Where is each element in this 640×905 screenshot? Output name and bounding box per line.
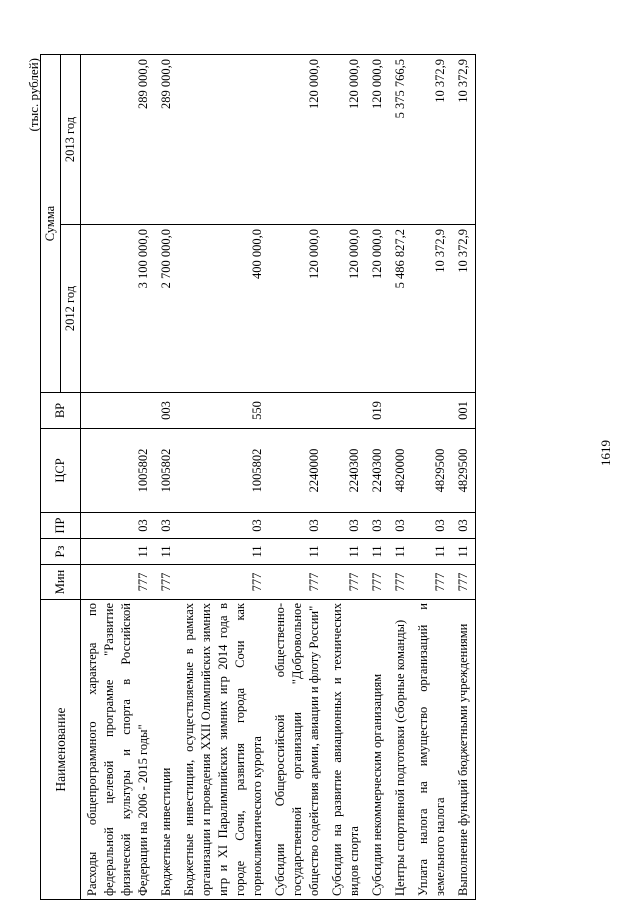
row-name: Субсидии на развитие авиационных и технических видов спорта	[326, 600, 366, 900]
header-vr: ВР	[41, 393, 81, 429]
row-2013: 120 000,0	[326, 55, 366, 225]
row-rz: 11	[326, 539, 366, 565]
row-2013: 5 375 766,5	[389, 55, 412, 225]
row-vr	[326, 393, 366, 429]
row-2012: 120 000,0	[326, 225, 366, 393]
table-header	[41, 55, 81, 900]
table-row	[269, 55, 326, 900]
row-2012: 120 000,0	[269, 225, 326, 393]
row-pr: 03	[81, 513, 156, 539]
header-csr: ЦСР	[41, 429, 81, 513]
row-min: 777	[412, 565, 452, 600]
row-2012: 10 372,9	[452, 225, 476, 393]
row-2012: 10 372,9	[412, 225, 452, 393]
table-row	[412, 55, 452, 900]
row-name: Выполнение функций бюджетными учреждениями	[452, 600, 476, 900]
row-rz: 11	[178, 539, 269, 565]
header-rz: Рз	[41, 539, 81, 565]
row-pr: 03	[412, 513, 452, 539]
row-vr: 550	[178, 393, 269, 429]
row-name: Бюджетные инвестиции, осуществляемые в рамках организации и проведения XXII Олимпийских зимних игр и XI Паралимпийских зимних игр 2014 года в городе Сочи, развития города Сочи как горноклиматического курорта	[178, 600, 269, 900]
row-rz: 11	[452, 539, 476, 565]
row-name: Центры спортивной подготовки (сборные команды)	[389, 600, 412, 900]
row-2013: 289 000,0	[81, 55, 156, 225]
row-vr	[389, 393, 412, 429]
row-name: Субсидии Общероссийской общественно-государственной организации "Добровольное общество содействия армии, авиации и флоту России"	[269, 600, 326, 900]
row-pr: 03	[389, 513, 412, 539]
table-body	[81, 55, 476, 900]
header-pr: ПР	[41, 513, 81, 539]
row-min: 777	[269, 565, 326, 600]
row-2013: 120 000,0	[269, 55, 326, 225]
row-csr: 2240000	[269, 429, 326, 513]
row-min: 777	[81, 565, 156, 600]
table-row	[366, 55, 389, 900]
header-name: Наименование	[41, 600, 81, 900]
row-name: Уплата налога на имущество организаций и земельного налога	[412, 600, 452, 900]
header-2012: 2012 год	[61, 225, 81, 393]
row-2012: 120 000,0	[366, 225, 389, 393]
row-pr: 03	[178, 513, 269, 539]
budget-table	[40, 54, 476, 900]
row-csr: 4829500	[412, 429, 452, 513]
header-sum: Сумма	[41, 55, 61, 393]
row-rz: 11	[412, 539, 452, 565]
row-csr: 2240300	[326, 429, 366, 513]
row-2012: 5 486 827,2	[389, 225, 412, 393]
row-csr: 1005802	[178, 429, 269, 513]
row-min: 777	[178, 565, 269, 600]
row-2012: 2 700 000,0	[155, 225, 178, 393]
row-rz: 11	[81, 539, 156, 565]
row-min: 777	[452, 565, 476, 600]
table-row	[452, 55, 476, 900]
row-name: Расходы общепрограммного характера по федеральной целевой программе "Развитие физической культуры и спорта в Российской Федерации на 2006 - 2015 годы"	[81, 600, 156, 900]
row-rz: 11	[155, 539, 178, 565]
row-csr: 4820000	[389, 429, 412, 513]
row-pr: 03	[452, 513, 476, 539]
units-label: (тыс. рублей)	[26, 58, 41, 132]
row-min: 777	[389, 565, 412, 600]
row-rz: 11	[269, 539, 326, 565]
row-2013: 10 372,9	[452, 55, 476, 225]
row-2013: 289 000,0	[155, 55, 178, 225]
row-pr: 03	[155, 513, 178, 539]
row-csr: 2240300	[366, 429, 389, 513]
row-vr	[269, 393, 326, 429]
row-2013	[178, 55, 269, 225]
row-2013: 10 372,9	[412, 55, 452, 225]
header-2013: 2013 год	[61, 55, 81, 225]
row-min: 777	[326, 565, 366, 600]
row-min: 777	[366, 565, 389, 600]
row-rz: 11	[389, 539, 412, 565]
row-name: Субсидии некоммерческим организациям	[366, 600, 389, 900]
row-rz: 11	[366, 539, 389, 565]
row-pr: 03	[269, 513, 326, 539]
row-2012: 400 000,0	[178, 225, 269, 393]
row-vr: 019	[366, 393, 389, 429]
table-row	[155, 55, 178, 900]
row-min: 777	[155, 565, 178, 600]
row-pr: 03	[326, 513, 366, 539]
table-row	[81, 55, 156, 900]
table-row	[389, 55, 412, 900]
row-vr	[81, 393, 156, 429]
row-2013: 120 000,0	[366, 55, 389, 225]
page-number-text: 1619	[598, 439, 613, 466]
page-number	[598, 0, 614, 905]
row-csr: 1005802	[81, 429, 156, 513]
row-vr: 003	[155, 393, 178, 429]
table-row	[178, 55, 269, 900]
row-csr: 4829500	[452, 429, 476, 513]
table-row	[326, 55, 366, 900]
row-vr: 001	[452, 393, 476, 429]
row-pr: 03	[366, 513, 389, 539]
row-2012: 3 100 000,0	[81, 225, 156, 393]
row-csr: 1005802	[155, 429, 178, 513]
row-name: Бюджетные инвестиции	[155, 600, 178, 900]
row-vr	[412, 393, 452, 429]
header-min: Мин	[41, 565, 81, 600]
